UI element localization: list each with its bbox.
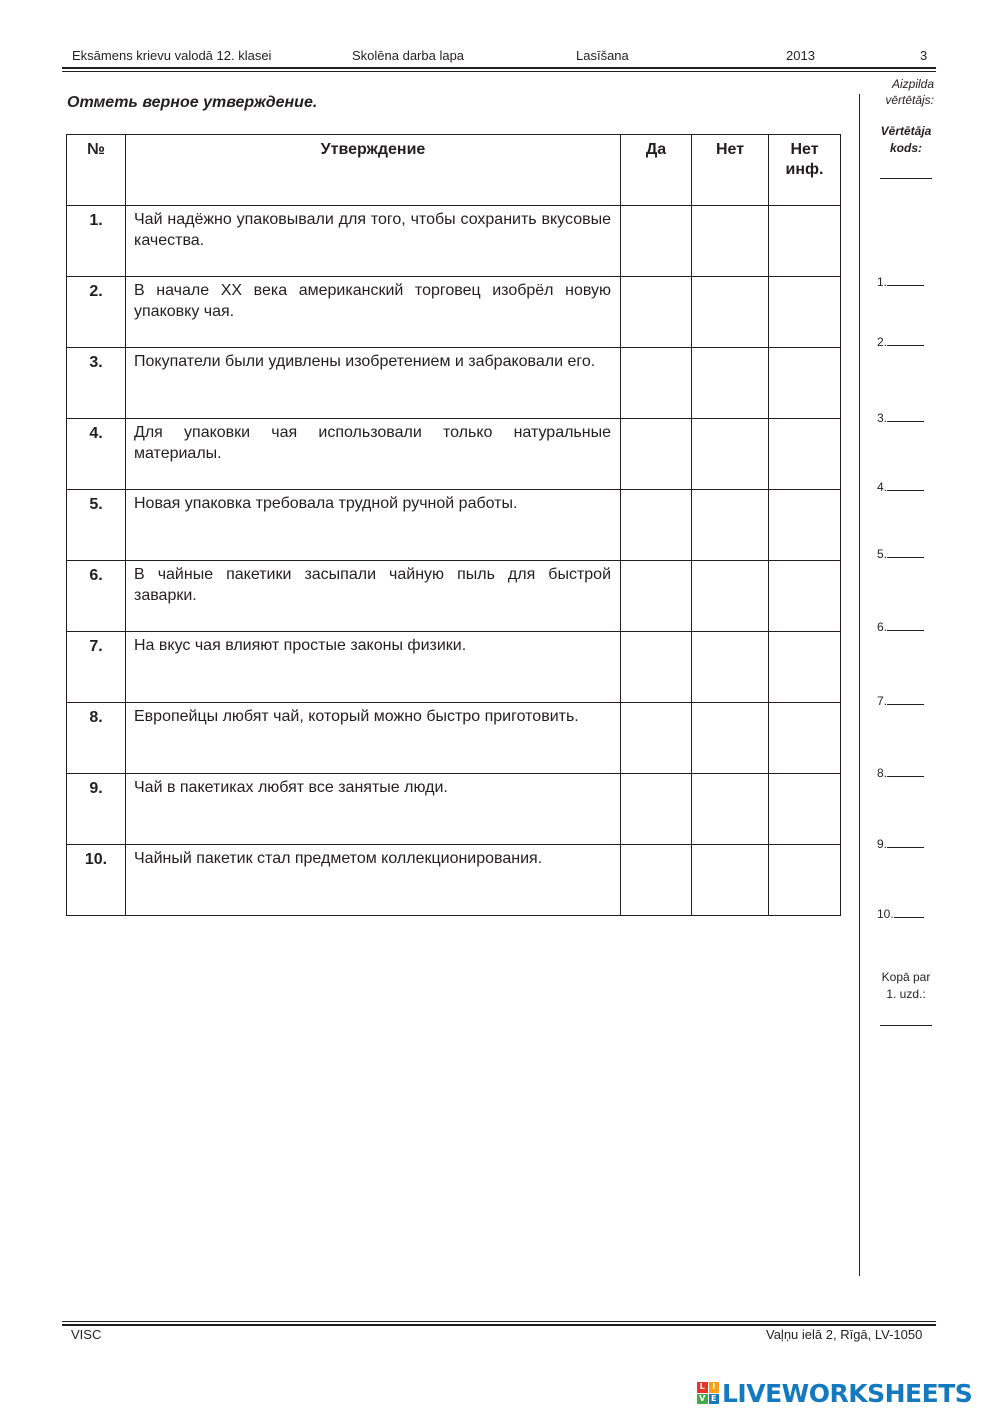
header-rule-thin (62, 71, 936, 72)
logo-letter-v: V (697, 1394, 708, 1405)
col-header-yes: Да (621, 135, 692, 206)
grader-code-blank[interactable] (880, 178, 932, 179)
table-row (67, 419, 841, 490)
exam-year: 2013 (786, 48, 815, 63)
score-blank[interactable] (887, 275, 924, 286)
answer-no-cell[interactable] (692, 490, 769, 561)
statements-table (66, 134, 841, 916)
answer-no-info-cell[interactable] (769, 206, 841, 277)
score-label: 8. (877, 766, 888, 780)
col-header-number: № (67, 135, 126, 206)
liveworksheets-brand (697, 1378, 972, 1408)
row-number: 9. (67, 774, 126, 845)
row-number: 2. (67, 277, 126, 348)
score-blank[interactable] (887, 694, 924, 705)
answer-yes-cell[interactable] (621, 561, 692, 632)
answer-no-cell[interactable] (692, 774, 769, 845)
score-field-5[interactable] (877, 547, 924, 561)
grader-code-label (876, 123, 936, 157)
answer-no-cell[interactable] (692, 419, 769, 490)
row-statement: В начале XX века американский торговец изобрёл новую упаковку чая. (126, 277, 621, 348)
page-number: 3 (920, 48, 928, 63)
logo-letter-l: L (697, 1382, 708, 1393)
row-number: 7. (67, 632, 126, 703)
score-label: 7. (877, 694, 888, 708)
filled-by-line1: Aizpilda (891, 77, 934, 91)
table-header-row (67, 135, 841, 206)
answer-yes-cell[interactable] (621, 419, 692, 490)
row-number: 5. (67, 490, 126, 561)
row-statement: Новая упаковка требовала трудной ручной работы. (126, 490, 621, 561)
row-number: 10. (67, 845, 126, 916)
row-statement: Чайный пакетик стал предметом коллекционирования. (126, 845, 621, 916)
answer-no-info-cell[interactable] (769, 845, 841, 916)
section-name: Lasīšana (576, 48, 629, 63)
liveworksheets-wordmark: LIVEWORKSHEETS (722, 1378, 973, 1408)
answer-no-info-cell[interactable] (769, 561, 841, 632)
answer-no-cell[interactable] (692, 206, 769, 277)
answer-no-info-cell[interactable] (769, 348, 841, 419)
score-field-6[interactable] (877, 620, 924, 634)
answer-no-info-cell[interactable] (769, 277, 841, 348)
footer-org: VISC (71, 1327, 102, 1342)
answer-yes-cell[interactable] (621, 703, 692, 774)
table-row (67, 703, 841, 774)
score-field-3[interactable] (877, 411, 924, 425)
table-row (67, 845, 841, 916)
table-row (67, 206, 841, 277)
answer-no-cell[interactable] (692, 845, 769, 916)
table-row (67, 490, 841, 561)
row-statement: В чайные пакетики засыпали чайную пыль для быстрой заварки. (126, 561, 621, 632)
total-line2: 1. uzd.: (886, 987, 926, 1001)
row-number: 8. (67, 703, 126, 774)
col-header-no: Нет (692, 135, 769, 206)
score-label: 4. (877, 480, 888, 494)
score-label: 6. (877, 620, 888, 634)
row-number: 6. (67, 561, 126, 632)
logo-letter-e: E (709, 1394, 720, 1405)
grader-code-line2: kods: (889, 141, 922, 155)
score-field-10[interactable] (877, 907, 924, 921)
table-row (67, 348, 841, 419)
sheet-type: Skolēna darba lapa (352, 48, 465, 63)
answer-yes-cell[interactable] (621, 632, 692, 703)
score-label: 1. (877, 275, 888, 289)
total-blank[interactable] (880, 1025, 932, 1026)
score-label: 3. (877, 411, 888, 425)
task-instruction: Отметь верное утверждение. (67, 94, 318, 111)
answer-yes-cell[interactable] (621, 845, 692, 916)
answer-no-cell[interactable] (692, 632, 769, 703)
score-blank[interactable] (887, 620, 924, 631)
answer-no-info-cell[interactable] (769, 703, 841, 774)
score-field-8[interactable] (877, 766, 924, 780)
score-field-1[interactable] (877, 275, 924, 289)
score-label: 10. (877, 907, 894, 921)
answer-yes-cell[interactable] (621, 774, 692, 845)
header-rule (62, 67, 936, 69)
footer-rule-thin (62, 1321, 936, 1322)
score-blank[interactable] (887, 547, 924, 558)
row-statement: Чай надёжно упаковывали для того, чтобы сохранить вкусовые качества. (126, 206, 621, 277)
table-row (67, 561, 841, 632)
answer-no-cell[interactable] (692, 561, 769, 632)
row-number: 4. (67, 419, 126, 490)
score-field-9[interactable] (877, 837, 924, 851)
score-label: 9. (877, 837, 888, 851)
score-field-4[interactable] (877, 480, 924, 494)
table-row (67, 632, 841, 703)
row-statement: Чай в пакетиках любят все занятые люди. (126, 774, 621, 845)
row-statement: На вкус чая влияют простые законы физики. (126, 632, 621, 703)
answer-no-info-cell[interactable] (769, 774, 841, 845)
filled-by-line2: vērtētājs: (885, 93, 934, 107)
row-statement: Для упаковки чая использовали только натуральные материалы. (126, 419, 621, 490)
answer-yes-cell[interactable] (621, 206, 692, 277)
row-statement: Покупатели были удивлены изобретением и забраковали его. (126, 348, 621, 419)
grader-margin-line (859, 94, 860, 1276)
total-label (870, 969, 942, 1003)
logo-letter-i: I (709, 1382, 720, 1393)
answer-no-info-cell[interactable] (769, 632, 841, 703)
exam-title: Eksāmens krievu valodā 12. klasei (72, 48, 272, 63)
table-row (67, 277, 841, 348)
col-header-no-info: Нет инф. (769, 135, 841, 206)
row-number: 3. (67, 348, 126, 419)
table-row (67, 774, 841, 845)
filled-by-label (885, 76, 934, 108)
grader-code-line1: Vērtētāja (880, 124, 932, 138)
answer-yes-cell[interactable] (621, 277, 692, 348)
score-blank[interactable] (887, 335, 924, 346)
liveworksheets-logo-icon (697, 1382, 719, 1404)
score-label: 2. (877, 335, 888, 349)
score-blank[interactable] (887, 411, 924, 422)
footer-rule (62, 1324, 936, 1326)
score-blank[interactable] (894, 907, 924, 918)
answer-yes-cell[interactable] (621, 490, 692, 561)
footer-address: Vaļņu ielā 2, Rīgā, LV-1050 (766, 1327, 923, 1342)
row-statement: Европейцы любят чай, который можно быстро приготовить. (126, 703, 621, 774)
score-blank[interactable] (887, 480, 924, 491)
answer-yes-cell[interactable] (621, 348, 692, 419)
score-blank[interactable] (887, 766, 924, 777)
answer-no-cell[interactable] (692, 348, 769, 419)
total-line1: Kopā par (881, 970, 931, 984)
score-field-2[interactable] (877, 335, 924, 349)
score-field-7[interactable] (877, 694, 924, 708)
score-blank[interactable] (887, 837, 924, 848)
score-label: 5. (877, 547, 888, 561)
answer-no-info-cell[interactable] (769, 419, 841, 490)
col-header-statement: Утверждение (126, 135, 621, 206)
answer-no-info-cell[interactable] (769, 490, 841, 561)
answer-no-cell[interactable] (692, 703, 769, 774)
answer-no-cell[interactable] (692, 277, 769, 348)
row-number: 1. (67, 206, 126, 277)
